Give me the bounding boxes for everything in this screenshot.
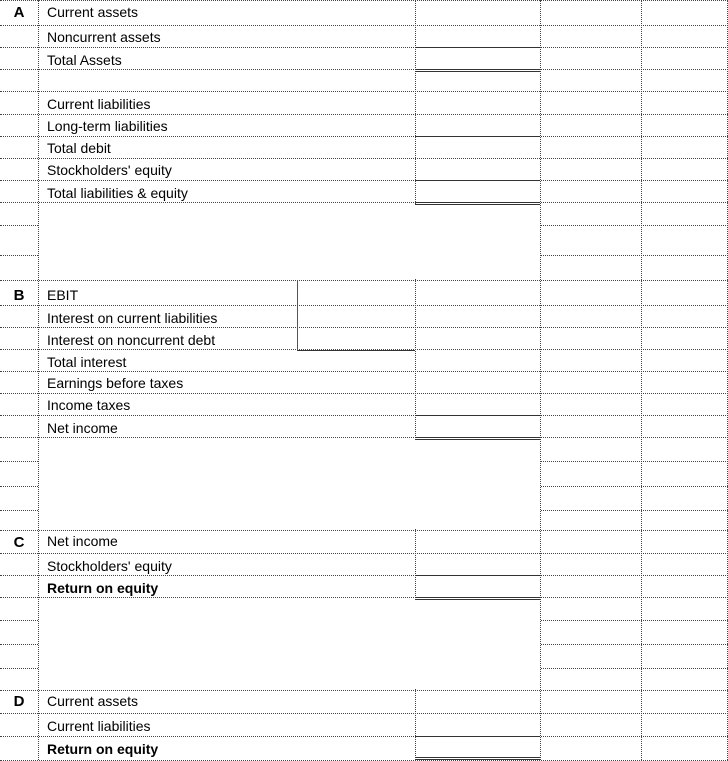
grid-row-line xyxy=(0,280,728,281)
grid-row-line xyxy=(0,25,728,26)
row-label: Interest on noncurrent debt xyxy=(47,332,216,348)
row-label: Net income xyxy=(47,420,118,436)
section-letter: D xyxy=(13,693,25,710)
subtotal-rule xyxy=(415,736,540,737)
row-label: Noncurrent assets xyxy=(47,29,161,45)
row-label: Stockholders' equity xyxy=(47,162,172,178)
section-letter: B xyxy=(13,287,25,304)
row-label: EBIT xyxy=(47,287,79,303)
blank-area xyxy=(39,441,540,529)
grid-row-line xyxy=(0,690,728,691)
row-label: Long-term liabilities xyxy=(47,118,168,134)
row-label: Current assets xyxy=(47,4,139,20)
row-label: Return on equity xyxy=(47,741,159,757)
grid-row-line xyxy=(0,158,728,159)
grid-row-line xyxy=(0,91,728,92)
grid-row-line xyxy=(0,437,728,438)
blank-area xyxy=(39,601,540,689)
row-label: Current liabilities xyxy=(47,96,151,112)
grid-row-line xyxy=(0,553,728,554)
total-double-rule xyxy=(415,437,540,440)
row-label: Earnings before taxes xyxy=(47,375,184,391)
grid-row-line xyxy=(0,530,728,531)
subtotal-rule xyxy=(415,415,540,416)
total-double-rule xyxy=(415,597,540,600)
grid-row-line xyxy=(0,202,728,203)
row-label: Net income xyxy=(47,533,118,549)
grid-row-line xyxy=(0,180,728,181)
section-letter: C xyxy=(13,534,25,551)
grid-row-line xyxy=(0,597,728,598)
row-label: Total Assets xyxy=(47,52,122,68)
row-label: Income taxes xyxy=(47,397,131,413)
row-label: Interest on current liabilities xyxy=(47,310,218,326)
total-double-rule xyxy=(415,69,540,72)
grid-column-line xyxy=(540,0,541,760)
grid-row-line xyxy=(0,736,728,737)
grid-row-line xyxy=(0,114,728,115)
grid-row-line xyxy=(0,47,728,48)
grid-row-line xyxy=(0,393,728,394)
grid-row-line xyxy=(0,575,728,576)
blank-area xyxy=(39,204,540,279)
subtotal-rule xyxy=(415,575,540,576)
grid-row-line xyxy=(0,305,728,306)
grid-row-line xyxy=(0,136,728,137)
row-label: Current assets xyxy=(47,693,139,709)
grid-row-line xyxy=(0,415,728,416)
row-label: Total debit xyxy=(47,140,111,156)
input-box-border xyxy=(297,350,415,351)
input-box-border xyxy=(297,280,298,350)
grid-row-line xyxy=(0,0,728,1)
row-label: Total interest xyxy=(47,354,127,370)
row-label: Stockholders' equity xyxy=(47,558,172,574)
grid-row-line xyxy=(0,69,728,70)
grid-column-line xyxy=(641,0,642,760)
grid-row-line xyxy=(0,327,728,328)
grid-row-line xyxy=(0,713,728,714)
row-label: Total liabilities & equity xyxy=(47,185,188,201)
row-label: Return on equity xyxy=(47,580,159,596)
grid-row-line xyxy=(0,371,728,372)
subtotal-rule xyxy=(415,136,540,137)
subtotal-rule xyxy=(415,47,540,48)
total-double-rule xyxy=(415,202,540,205)
section-letter: A xyxy=(13,4,25,21)
subtotal-rule xyxy=(415,180,540,181)
row-label: Current liabilities xyxy=(47,718,151,734)
